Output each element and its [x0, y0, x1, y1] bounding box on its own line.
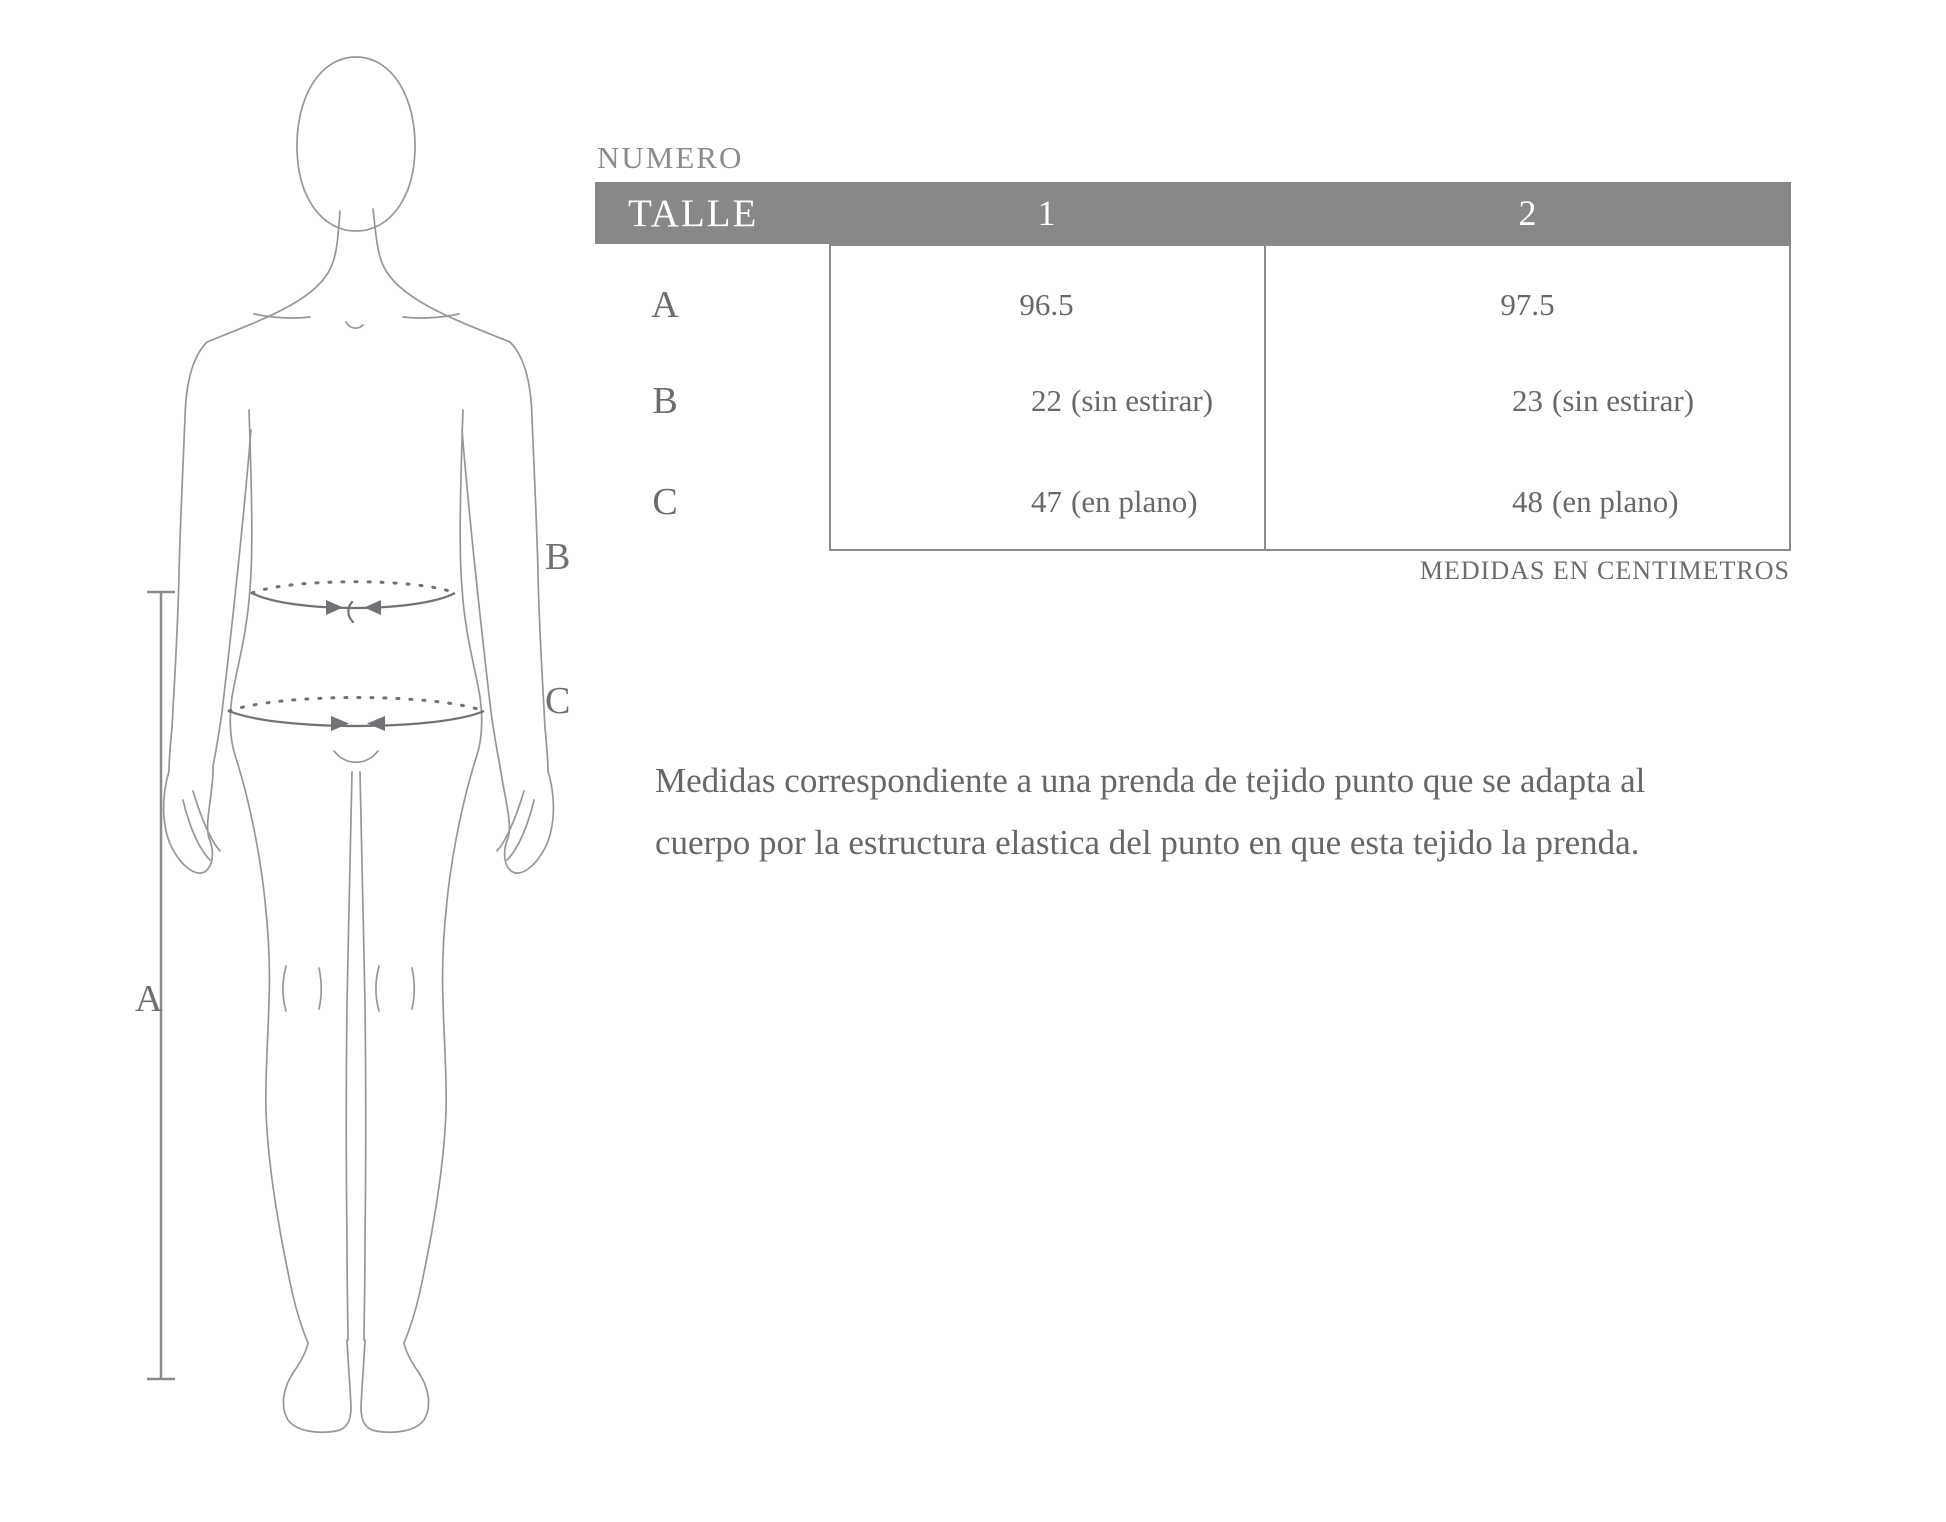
units-footnote: MEDIDAS EN CENTIMETROS — [1419, 556, 1790, 585]
figure-label-b: B — [545, 536, 571, 578]
header-size-2: 2 — [1518, 193, 1537, 233]
cell-a-size1: 96.5 — [1019, 287, 1074, 322]
cell-b-size1: 22 (sin estirar) — [1031, 383, 1214, 418]
table-row-c — [595, 476, 1791, 528]
description-line-1: Medidas correspondiente a una prenda de tejido punto que se adapta al — [655, 761, 1646, 800]
mannequin-outline — [164, 57, 554, 1432]
waist-measure-ellipse — [252, 582, 455, 622]
hip-measure-arrows — [331, 716, 385, 731]
table-row-b — [595, 375, 1791, 427]
size-table-header-row — [595, 182, 1791, 244]
figure-label-a: A — [135, 978, 163, 1020]
header-size-1: 1 — [1037, 193, 1056, 233]
description-line-2: cuerpo por la estructura elastica del punto en que esta tejido la prenda. — [655, 823, 1640, 862]
header-talle-label: TALLE — [628, 191, 759, 235]
row-label: C — [652, 481, 678, 523]
cell-c-size1: 47 (en plano) — [1031, 484, 1198, 519]
cell-c-size2: 48 (en plano) — [1512, 484, 1679, 519]
cell-b-size2: 23 (sin estirar) — [1512, 383, 1695, 418]
description-paragraph — [655, 750, 1645, 874]
body-figure-illustration — [0, 0, 600, 1522]
row-label: B — [652, 380, 678, 422]
figure-label-c: C — [545, 680, 571, 722]
row-label: A — [651, 284, 679, 326]
hip-measure-ellipse — [229, 698, 484, 727]
table-row-a — [595, 279, 1791, 331]
cell-a-size2: 97.5 — [1500, 287, 1555, 322]
table-corner-label: NUMERO — [597, 140, 744, 175]
